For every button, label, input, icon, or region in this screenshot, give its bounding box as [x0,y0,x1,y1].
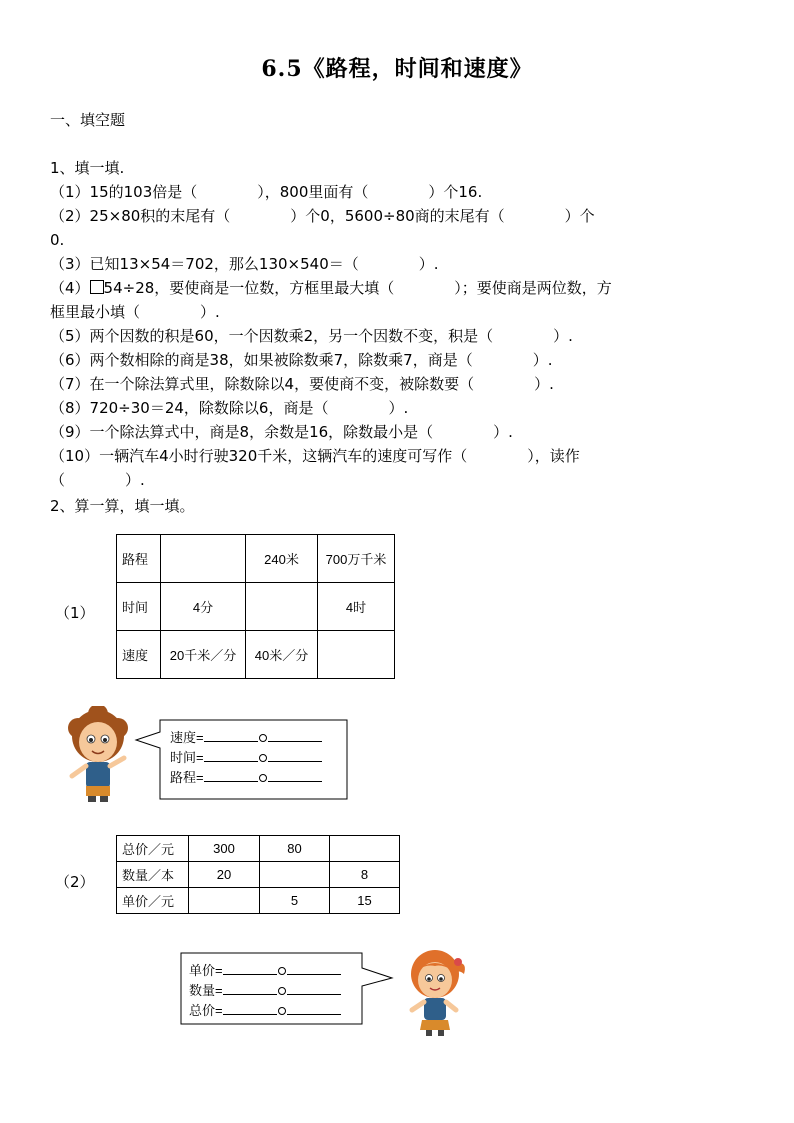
table-cell: 时间 [117,583,161,631]
table-cell[interactable] [189,888,260,914]
blank-line[interactable] [223,981,277,995]
question-1-line: 0. [50,231,65,249]
question-1-line: （7）在一个除法算式里，除数除以4，要使商不变，被除数要（ ）. [50,375,554,393]
formula-line: 总价= [189,1001,341,1021]
section-heading: 一、填空题 [50,111,126,129]
blank-line[interactable] [223,961,277,975]
formula-line: 路程= [170,768,322,788]
question-1-line: （1）15的103倍是（ ），800里面有（ ）个16. [50,183,483,201]
table-row [117,631,395,679]
circle-blank[interactable] [259,734,267,742]
circle-blank[interactable] [278,987,286,995]
formula-line: 单价= [189,961,341,981]
formula-list [189,961,341,1021]
table-row [117,862,400,888]
question-1-line: （9）一个除法算式中，商是8，余数是16，除数最小是（ ）. [50,423,513,441]
girl-illustration [402,946,472,1038]
question-1-line: 框里最小填（ ）. [50,303,220,321]
question-1-line: （ ）. [50,471,145,489]
circle-blank[interactable] [278,1007,286,1015]
table-cell: 单价／元 [117,888,189,914]
table-cell: 240米 [246,535,318,583]
blank-line[interactable] [204,748,258,762]
blank-line[interactable] [204,768,258,782]
question-1-line: （4） 54÷28，要使商是一位数，方框里最大填（ ）；要使商是两位数，方 [50,279,612,297]
blank-line[interactable] [223,1001,277,1015]
table-cell: 路程 [117,535,161,583]
boy-illustration [62,706,134,806]
blank-line[interactable] [287,981,341,995]
circle-blank[interactable] [259,774,267,782]
table-cell: 5 [260,888,330,914]
blank-line[interactable] [287,961,341,975]
formula-line: 时间= [170,748,322,768]
circle-blank[interactable] [259,754,267,762]
blank-line[interactable] [268,748,322,762]
question-prefix: （4） [50,279,90,297]
question-1-heading: 1、填一填. [50,159,125,177]
blank-line[interactable] [287,1001,341,1015]
distance-time-speed-table [116,534,395,679]
table-row [117,888,400,914]
question-1-line: （6）两个数相除的商是38，如果被除数乘7，除数乘7，商是（ ）. [50,351,553,369]
table-cell: 15 [330,888,400,914]
table-cell: 总价／元 [117,836,189,862]
question-1-line: （8）720÷30＝24，除数除以6，商是（ ）. [50,399,409,417]
part-2-label: （2） [55,873,95,891]
table-cell[interactable] [246,583,318,631]
blank-square-box [90,280,104,294]
table-cell: 700万千米 [318,535,395,583]
table-cell[interactable] [161,535,246,583]
table-cell[interactable] [260,862,330,888]
formula-line: 速度= [170,728,322,748]
table-cell[interactable] [318,631,395,679]
price-quantity-table [116,835,400,914]
question-1-line: （5）两个因数的积是60，一个因数乘2，另一个因数不变，积是（ ）. [50,327,573,345]
table-cell[interactable] [330,836,400,862]
table-cell: 8 [330,862,400,888]
table-cell: 4时 [318,583,395,631]
question-1-line: （2）25×80积的末尾有（ ）个0，5600÷80商的末尾有（ ）个 [50,207,595,225]
question-1-line: （3）已知13×54＝702，那么130×540＝（ ）. [50,255,439,273]
table-cell: 40米／分 [246,631,318,679]
table-cell: 4分 [161,583,246,631]
table-cell: 20 [189,862,260,888]
part-1-label: （1） [55,604,95,622]
question-2-heading: 2、算一算，填一填。 [50,497,195,515]
formula-list [170,728,322,788]
question-1-line: （10）一辆汽车4小时行驶320千米，这辆汽车的速度可写作（ ），读作 [50,447,580,465]
circle-blank[interactable] [278,967,286,975]
table-cell: 20千米／分 [161,631,246,679]
blank-line[interactable] [268,768,322,782]
table-row [117,836,400,862]
table-cell: 速度 [117,631,161,679]
table-cell: 300 [189,836,260,862]
blank-line[interactable] [268,728,322,742]
blank-line[interactable] [204,728,258,742]
table-row [117,535,395,583]
table-cell: 数量／本 [117,862,189,888]
table-row [117,583,395,631]
table-cell: 80 [260,836,330,862]
formula-line: 数量= [189,981,341,1001]
page-title: 6.5《路程，时间和速度》 [261,56,533,82]
